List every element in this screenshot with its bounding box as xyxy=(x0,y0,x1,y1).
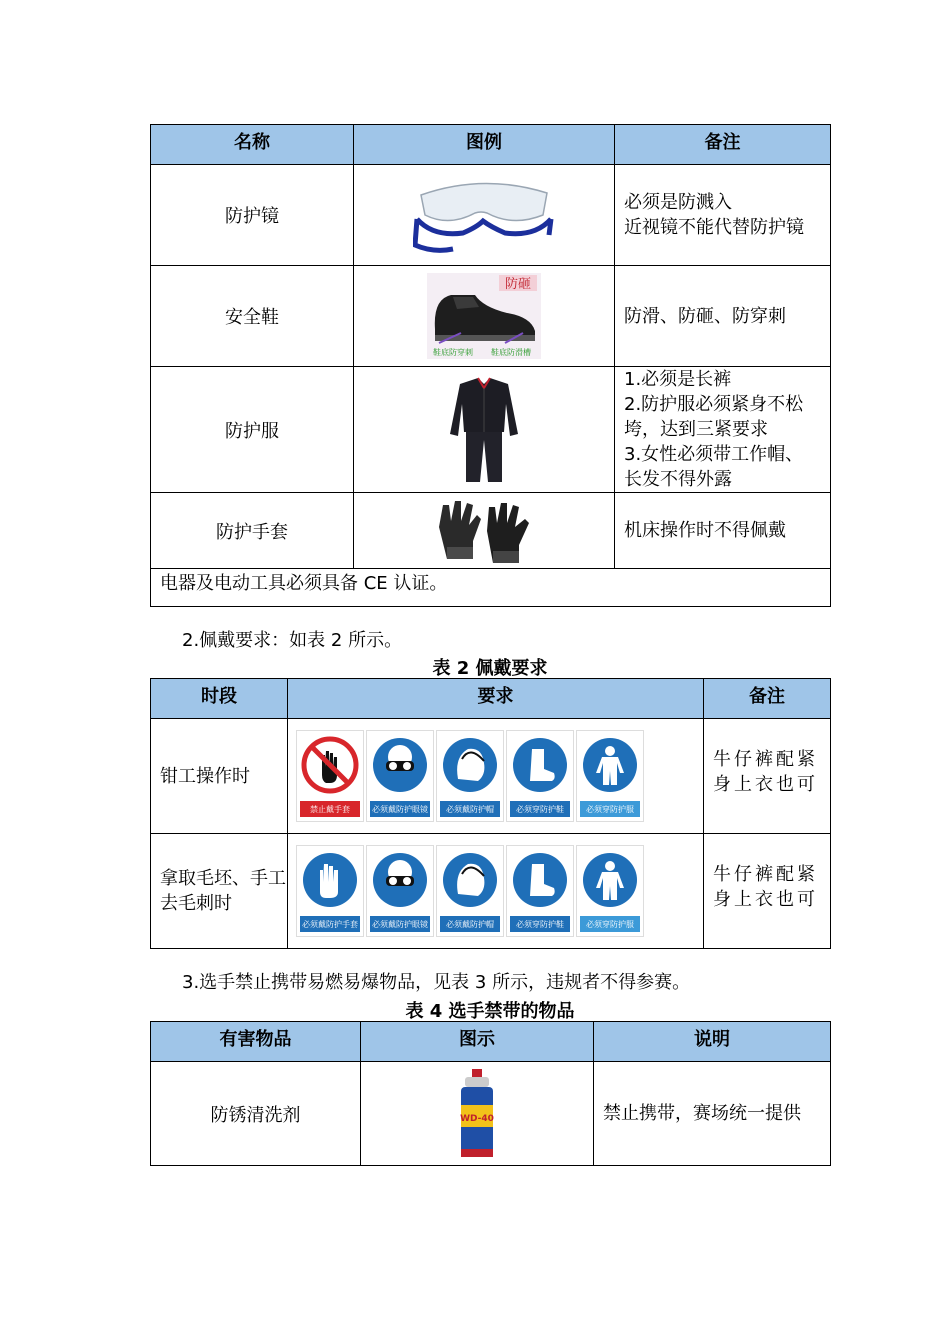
header-description: 说明 xyxy=(594,1022,831,1062)
header-hazard-item: 有害物品 xyxy=(151,1022,361,1062)
header-legend: 图例 xyxy=(354,125,615,165)
sign-label: 必须戴防护手套 xyxy=(300,916,360,932)
item-name: 安全鞋 xyxy=(151,266,354,367)
shoe-label: 鞋底防穿刺 xyxy=(433,348,473,357)
sign-group xyxy=(288,730,703,822)
period-label: 拿取毛坯、手工去毛刺时 xyxy=(151,834,288,949)
safety-sign xyxy=(366,730,434,822)
sign-label: 禁止戴手套 xyxy=(300,801,360,817)
wd40-can-image xyxy=(361,1062,594,1166)
table-row xyxy=(151,493,831,569)
safety-sign xyxy=(296,730,364,822)
sign-label: 必须穿防护鞋 xyxy=(510,916,570,932)
prohibited-items-table xyxy=(150,1021,831,1166)
safety-sign xyxy=(436,730,504,822)
safety-shoe-image xyxy=(354,266,615,367)
table2-caption: 表 2 佩戴要求 xyxy=(432,658,548,679)
wearing-requirements-table xyxy=(150,678,831,949)
period-label: 钳工操作时 xyxy=(151,719,288,834)
header-requirement: 要求 xyxy=(288,679,704,719)
note-line: 长发不得外露 xyxy=(624,469,732,490)
boot-icon xyxy=(510,850,570,910)
no-gloves-icon xyxy=(300,735,360,795)
goggles-icon xyxy=(370,735,430,795)
suit-icon xyxy=(580,735,640,795)
gloves-image xyxy=(354,493,615,569)
table-row xyxy=(151,834,831,949)
safety-sign xyxy=(296,845,364,937)
header-note: 备注 xyxy=(704,679,831,719)
note-line: 3.女性必须带工作帽、 xyxy=(624,444,804,465)
sign-label: 必须戴防护帽 xyxy=(440,801,500,817)
sign-label: 必须戴防护眼镜 xyxy=(370,916,430,932)
table-row xyxy=(151,266,831,367)
table-row xyxy=(151,165,831,266)
safety-sign xyxy=(576,845,644,937)
safety-sign xyxy=(576,730,644,822)
safety-goggles-image xyxy=(354,165,615,266)
safety-sign xyxy=(436,845,504,937)
table-row xyxy=(151,719,831,834)
shoe-label: 鞋底防滑槽 xyxy=(491,348,531,357)
sign-group xyxy=(288,845,703,937)
cap-icon xyxy=(440,850,500,910)
work-suit-image xyxy=(354,367,615,493)
item-name: 防护镜 xyxy=(151,165,354,266)
header-name: 名称 xyxy=(151,125,354,165)
header-period: 时段 xyxy=(151,679,288,719)
item-name: 防锈清洗剂 xyxy=(151,1062,361,1166)
ce-requirement: 电器及电动工具必须具备 CE 认证。 xyxy=(151,569,831,607)
shoe-image-text: 防砸 xyxy=(504,277,532,292)
goggles-icon xyxy=(370,850,430,910)
note-line: 机床操作时不得佩戴 xyxy=(624,520,786,541)
sign-label: 必须穿防护鞋 xyxy=(510,801,570,817)
item-name: 防护手套 xyxy=(151,493,354,569)
note-line: 必须是防溅入 xyxy=(624,192,732,213)
item-description: 禁止携带，赛场统一提供 xyxy=(594,1062,831,1166)
paragraph-prohibited-items: 3.选手禁止携带易燃易爆物品，见表 3 所示，违规者不得参赛。 xyxy=(182,972,691,993)
sign-label: 必须戴防护帽 xyxy=(440,916,500,932)
safety-sign xyxy=(506,730,574,822)
safety-sign xyxy=(366,845,434,937)
cap-icon xyxy=(440,735,500,795)
boot-icon xyxy=(510,735,570,795)
header-illustration: 图示 xyxy=(361,1022,594,1062)
ppe-table xyxy=(150,124,831,607)
suit-icon xyxy=(580,850,640,910)
paragraph-wearing-requirements: 2.佩戴要求：如表 2 所示。 xyxy=(182,630,403,651)
note-line: 2.防护服必须紧身不松 xyxy=(624,394,804,415)
note-line: 1.必须是长裤 xyxy=(624,369,732,390)
table-row xyxy=(151,367,831,493)
note-line: 防滑、防砸、防穿刺 xyxy=(624,305,786,327)
sign-label: 必须穿防护服 xyxy=(580,916,640,932)
table3-caption: 表 4 选手禁带的物品 xyxy=(405,1001,575,1022)
note-line: 近视镜不能代替防护镜 xyxy=(624,217,804,238)
safety-sign xyxy=(506,845,574,937)
glove-icon xyxy=(300,850,360,910)
period-note: 牛仔裤配紧身上衣也可 xyxy=(704,719,831,834)
item-name: 防护服 xyxy=(151,367,354,493)
header-note: 备注 xyxy=(615,125,831,165)
sign-label: 必须穿防护服 xyxy=(580,801,640,817)
period-note: 牛仔裤配紧身上衣也可 xyxy=(704,834,831,949)
note-line: 垮，达到三紧要求 xyxy=(624,419,768,440)
table-row xyxy=(151,1062,831,1166)
sign-label: 必须戴防护眼镜 xyxy=(370,801,430,817)
wd40-label: WD-40 xyxy=(460,1113,494,1124)
